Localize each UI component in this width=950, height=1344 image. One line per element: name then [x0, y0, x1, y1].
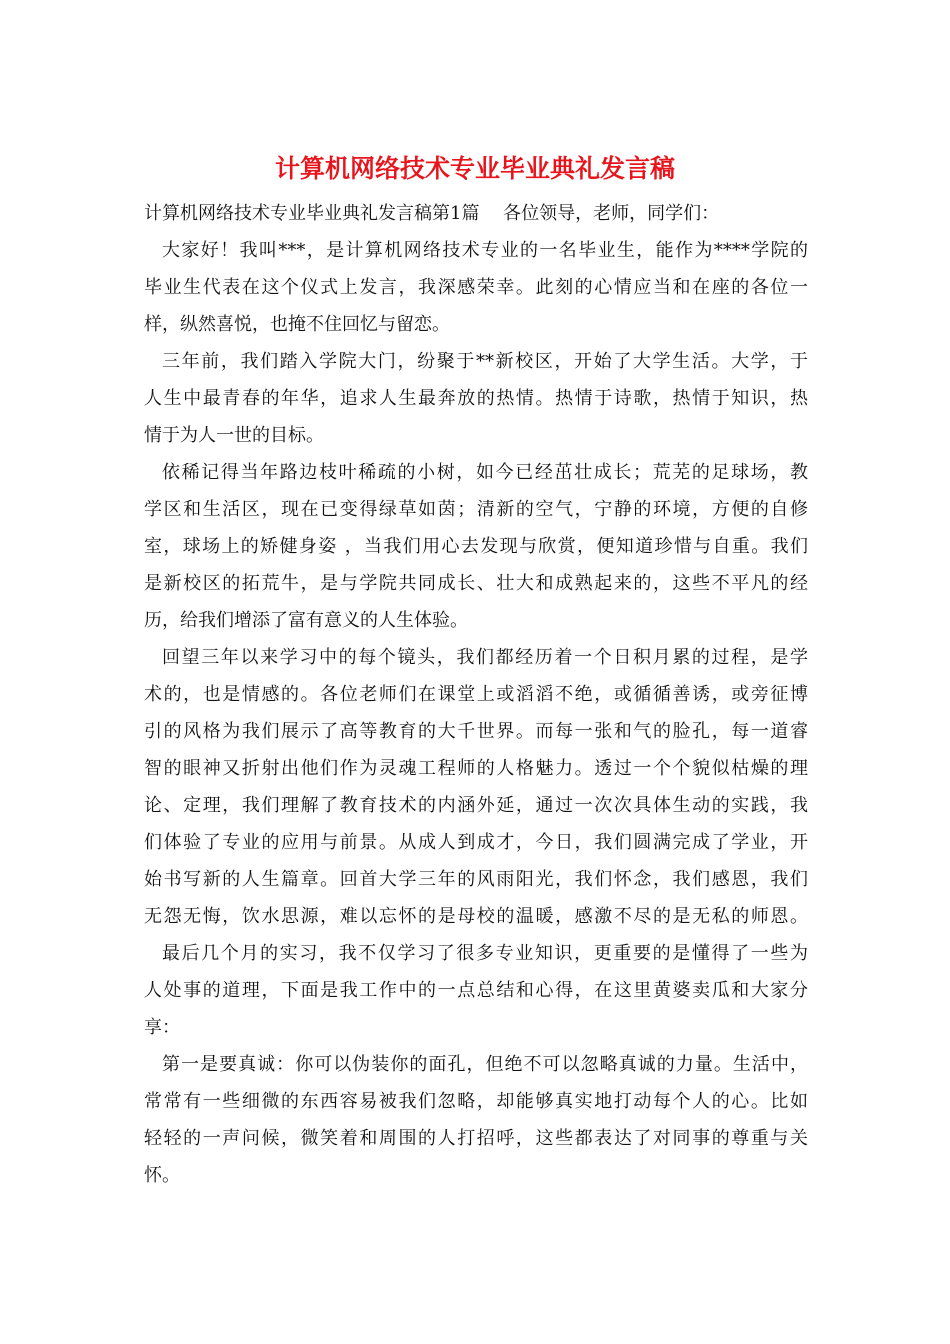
body-line: 计算机网络技术专业毕业典礼发言稿第1篇 各位领导，老师，同学们：: [144, 203, 720, 224]
body-line: 学区和生活区，现在已变得绿草如茵；清新的空气，宁静的环境，方便的自修: [144, 499, 808, 520]
body-line: 情于为人一世的目标。: [144, 425, 324, 446]
body-line: 享：: [144, 1017, 180, 1038]
document-title: 计算机网络技术专业毕业典礼发言稿: [274, 154, 675, 183]
body-line: 是新校区的拓荒牛，是与学院共同成长、壮大和成熟起来的，这些不平凡的经: [144, 573, 808, 594]
body-line: 第一是要真诚：你可以伪装你的面孔，但绝不可以忽略真诚的力量。生活中，: [162, 1054, 808, 1075]
document-body: [144, 195, 808, 1194]
body-line: 引的风格为我们展示了高等教育的大千世界。而每一张和气的脸孔，每一道睿: [144, 721, 808, 742]
body-line: 常常有一些细微的东西容易被我们忽略，却能够真实地打动每个人的心。比如: [144, 1091, 808, 1112]
body-line: 历，给我们增添了富有意义的人生体验。: [144, 610, 468, 631]
body-line: 样，纵然喜悦，也掩不住回忆与留恋。: [144, 314, 450, 335]
body-line: 们体验了专业的应用与前景。从成人到成才，今日，我们圆满完成了学业，开: [144, 832, 808, 853]
body-line: 无怨无悔，饮水思源，难以忘怀的是母校的温暖，感激不尽的是无私的师恩。: [144, 906, 808, 927]
body-line: 室，球场上的矫健身姿 ，当我们用心去发现与欣赏，便知道珍惜与自重。我们: [144, 536, 808, 557]
body-line: 轻轻的一声问候，微笑着和周围的人打招呼，这些都表达了对同事的尊重与关: [144, 1128, 808, 1149]
body-line: 人生中最青春的年华，追求人生最奔放的热情。热情于诗歌，热情于知识，热: [144, 388, 808, 409]
body-line: 智的眼神又折射出他们作为灵魂工程师的人格魅力。透过一个个貌似枯燥的理: [144, 758, 808, 779]
body-line: 人处事的道理，下面是我工作中的一点总结和心得，在这里黄婆卖瓜和大家分: [144, 980, 808, 1001]
body-line: 依稀记得当年路边枝叶稀疏的小树，如今已经茁壮成长；荒芜的足球场，教: [162, 462, 808, 483]
body-line: 怀。: [144, 1165, 180, 1186]
body-line: 论、定理，我们理解了教育技术的内涵外延，通过一次次具体生动的实践，我: [144, 795, 808, 816]
body-line: 毕业生代表在这个仪式上发言，我深感荣幸。此刻的心情应当和在座的各位一: [144, 277, 808, 298]
body-line: 回望三年以来学习中的每个镜头，我们都经历着一个日积月累的过程，是学: [162, 647, 808, 668]
body-line: 术的，也是情感的。各位老师们在课堂上或滔滔不绝，或循循善诱，或旁征博: [144, 684, 808, 705]
body-line: 最后几个月的实习，我不仅学习了很多专业知识，更重要的是懂得了一些为: [162, 943, 808, 964]
body-line: 三年前，我们踏入学院大门，纷聚于**新校区，开始了大学生活。大学，于: [162, 351, 808, 372]
body-line: 始书写新的人生篇章。回首大学三年的风雨阳光，我们怀念，我们感恩，我们: [144, 869, 808, 890]
body-line: 大家好！我叫***，是计算机网络技术专业的一名毕业生，能作为****学院的: [162, 240, 808, 261]
